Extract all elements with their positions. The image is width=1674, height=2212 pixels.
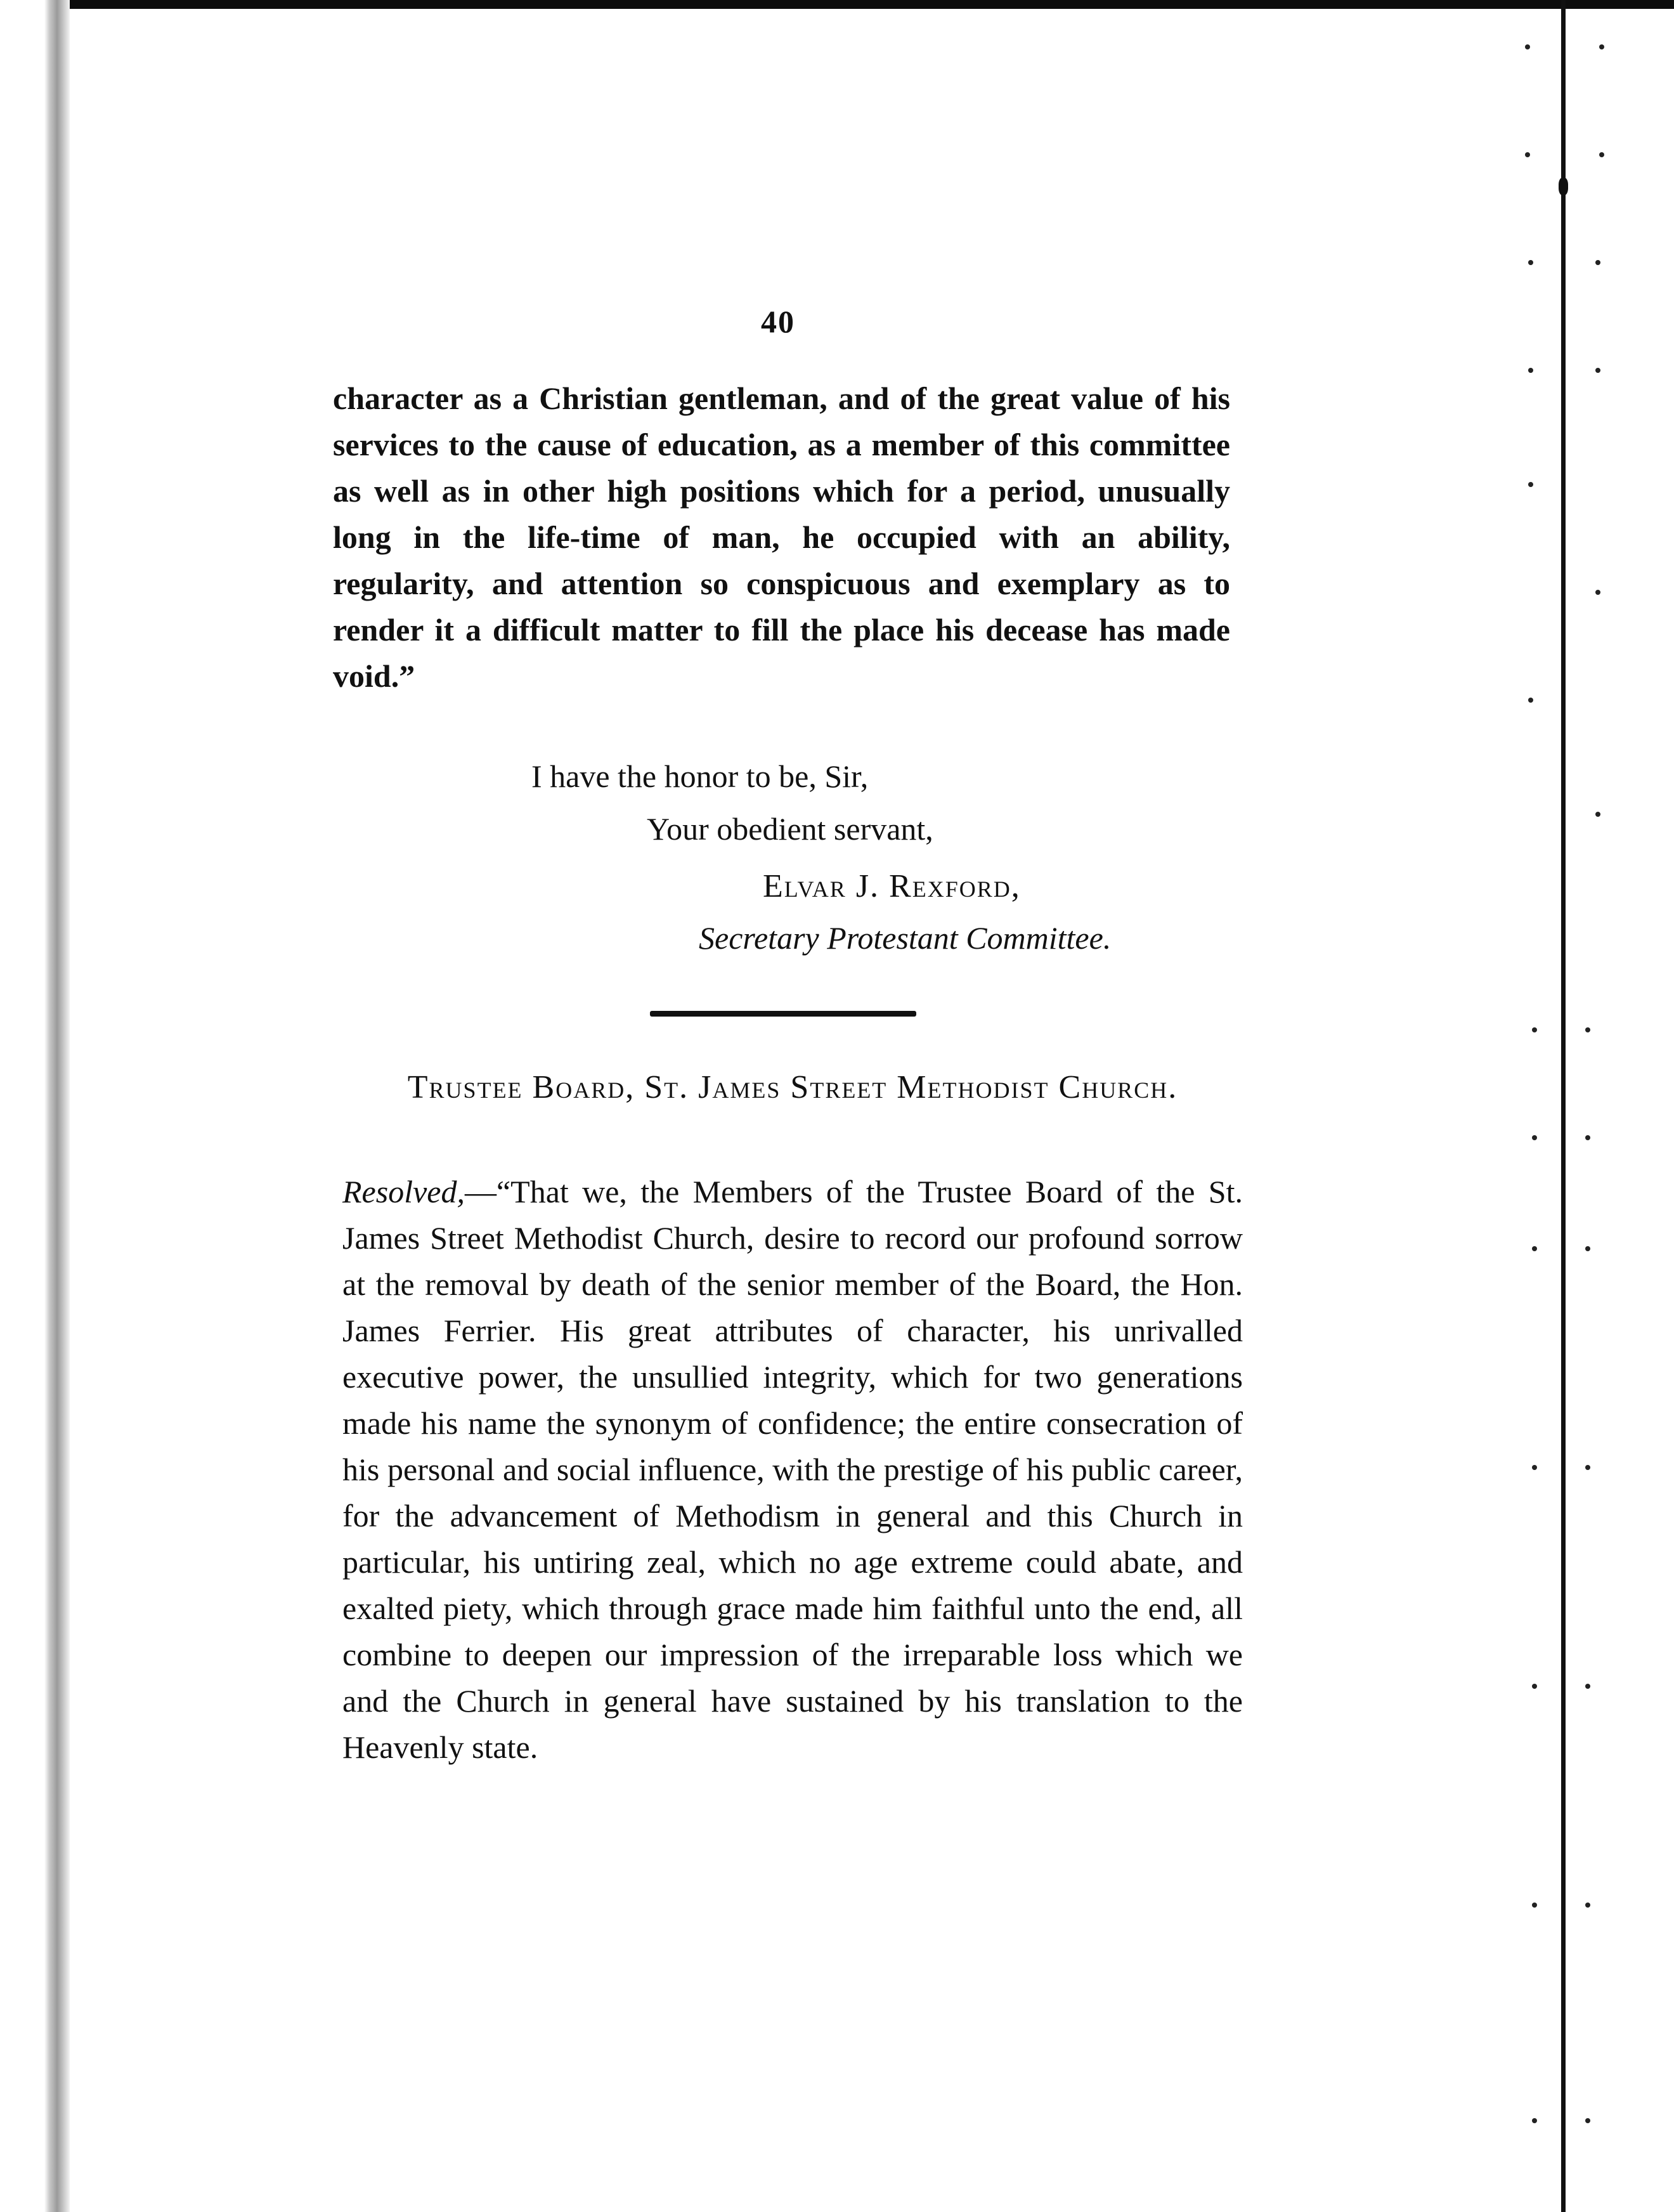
scan-speck: [1532, 1684, 1537, 1689]
scan-speck: [1532, 1027, 1537, 1032]
resolution-text: —“That we, the Members of the Trustee Board of the St. James Street Methodist Church, desire to record our profound sorrow at the removal by death of the senior member of the Board, the Hon. James Ferrier. His great attributes of character, his unrivalled executive power, the unsullied integrity, which for two generations made his name the synonym of confidence; the entire consecration of his personal and social influence, with the prestige of his public career, for the advancement of Methodism in general and this Church in particular, his untiring zeal, which no age extreme could abate, and exalted piety, which through grace made him faithful unto the end, all combine to deepen our impression of the irreparable loss which we and the Church in general have sustained by his translation to the Heavenly state.: [342, 1174, 1243, 1765]
scan-speck: [1599, 44, 1604, 49]
letter-signatory-title: Secretary Protestant Committee.: [699, 920, 1112, 956]
scan-speck: [1595, 812, 1600, 817]
scan-speck: [1532, 1903, 1537, 1908]
resolution-lead: Resolved,: [342, 1174, 465, 1209]
scan-speck: [1585, 1246, 1590, 1251]
scan-speck: [1528, 482, 1533, 487]
scan-speck: [1595, 368, 1600, 373]
scan-speck: [1528, 260, 1533, 265]
scan-speck: [1595, 260, 1600, 265]
scan-speck: [1528, 368, 1533, 373]
scan-left-gutter: [0, 0, 70, 2212]
scan-speck: [1585, 1465, 1590, 1470]
scan-speck: [1585, 1684, 1590, 1689]
scan-speck: [1595, 590, 1600, 595]
scan-speck: [1528, 698, 1533, 703]
scan-top-edge: [0, 0, 1674, 9]
scan-speck: [1525, 152, 1530, 157]
scan-speck: [1532, 1465, 1537, 1470]
resolution-body: [342, 1169, 1243, 1771]
scan-speck: [1532, 2118, 1537, 2123]
letter-closing: Your obedient servant,: [647, 811, 933, 847]
scan-speck: [1585, 2118, 1590, 2123]
letter-continuation: [333, 375, 1230, 699]
page-number: 40: [761, 304, 795, 339]
scan-speck: [1525, 44, 1530, 49]
scan-speck: [1585, 1135, 1590, 1140]
scan-speck: [1585, 1027, 1590, 1032]
scan-right-binding-edge: [1561, 0, 1566, 2212]
scan-speck: [1532, 1246, 1537, 1251]
resolution-heading: Trustee Board, St. James Street Methodist Church.: [407, 1069, 1178, 1105]
letter-signatory: Elvar J. Rexford,: [763, 868, 1021, 904]
section-divider: [650, 1011, 916, 1017]
scan-speck: [1599, 152, 1604, 157]
scan-speck: [1532, 1135, 1537, 1140]
letter-paragraph: character as a Christian gentleman, and of the great value of his services to the cause of education, as a member of this committee as well as in other high positions which for a period, unusually long in the life-time of man, he occupied with an ability, regularity, and attention so conspicuous and exemplary as to render it a difficult matter to fill the place his decease has made void.”: [333, 381, 1230, 694]
resolution-paragraph: [342, 1169, 1243, 1771]
letter-salutation: I have the honor to be, Sir,: [531, 758, 869, 794]
scan-speck: [1585, 1903, 1590, 1908]
